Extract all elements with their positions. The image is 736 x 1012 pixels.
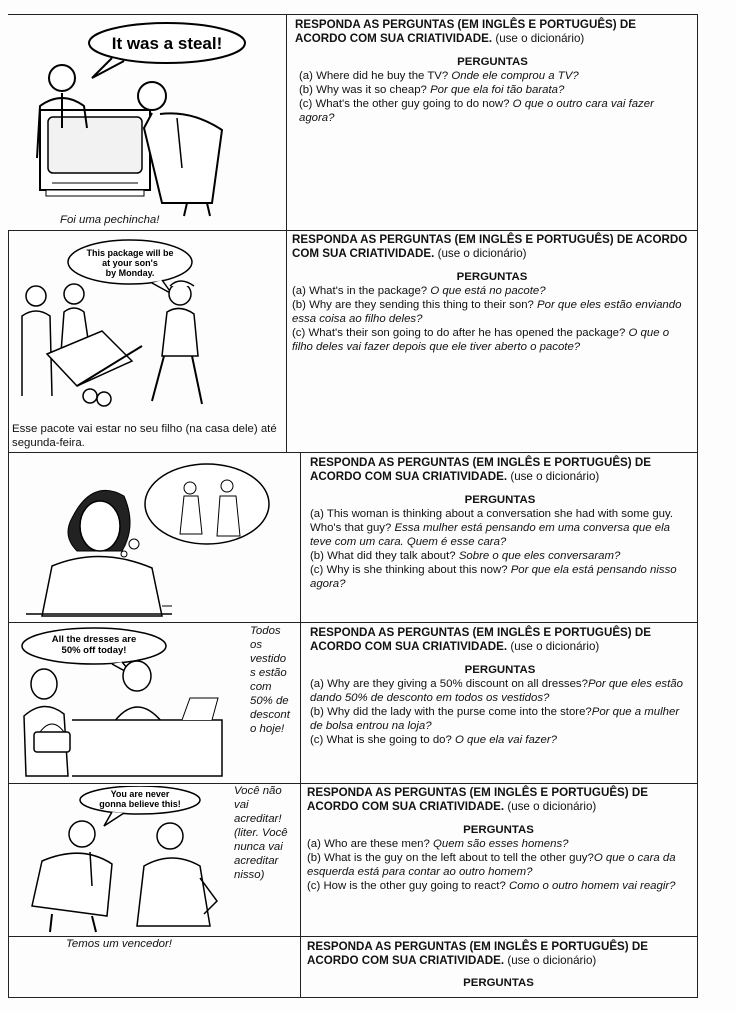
question-en: (a) Where did he buy the TV? <box>299 70 449 82</box>
instruction-text: RESPONDA AS PERGUNTAS (EM INGLÊS E PORTUGUÊS) DE ACORDO COM SUA CRIATIVIDADE. <box>310 626 651 653</box>
instruction-header <box>310 626 690 654</box>
question-en: (c) What's their son going to do after he has opened the package? <box>292 327 626 339</box>
instruction-text: RESPONDA AS PERGUNTAS (EM INGLÊS E PORTUGUÊS) DE ACORDO COM SUA CRIATIVIDADE. <box>292 233 688 260</box>
bubble-line-1: All the dresses are <box>51 634 137 645</box>
question-en: (c) What's the other guy going to do now? <box>299 98 510 110</box>
instruction-note: (use o dicionário) <box>507 800 597 813</box>
side-line: Você não <box>234 785 282 797</box>
instruction-note: (use o dicionário) <box>510 640 600 653</box>
side-line: (liter. Você <box>234 827 288 839</box>
question-block <box>310 456 690 591</box>
cartoon-package-delivery <box>12 236 282 416</box>
panel-caption: Foi uma pechincha! <box>60 214 160 226</box>
question-item <box>310 677 690 705</box>
question-en: (b) Why did the lady with the purse come into the store? <box>310 706 592 718</box>
question-en: (b) Why are they sending this thing to their son? <box>292 299 534 311</box>
cartoon-two-men-talking <box>12 786 230 934</box>
question-item <box>307 879 690 893</box>
question-pt: Por que ela foi tão barata? <box>430 84 565 96</box>
instruction-header <box>310 456 690 484</box>
perguntas-heading: PERGUNTAS <box>464 664 536 676</box>
side-line: os <box>250 639 263 651</box>
question-pt: Essa mulher está pensando em uma conversa que ela teve com um cara. Quem é esse cara? <box>310 522 670 548</box>
side-line: com <box>250 681 272 693</box>
bubble-line-2: 50% off today! <box>61 645 127 656</box>
instruction-note: (use o dicionário) <box>510 470 600 483</box>
question-block <box>310 626 690 747</box>
cartoon-thinking-woman <box>12 456 297 618</box>
instruction-header <box>307 786 690 814</box>
instruction-text: RESPONDA AS PERGUNTAS (EM INGLÊS E PORTUGUÊS) DE ACORDO COM SUA CRIATIVIDADE. <box>307 940 648 967</box>
column-divider <box>300 452 301 997</box>
question-item <box>292 326 692 354</box>
side-line: acreditar! <box>234 813 282 825</box>
row-divider <box>8 14 698 15</box>
cartoon-tv-sale <box>12 18 282 218</box>
instruction-header <box>295 18 690 46</box>
side-line: nisso) <box>234 869 265 881</box>
row-divider <box>8 452 698 453</box>
question-item <box>295 97 690 125</box>
side-line: vai <box>234 799 249 811</box>
question-en: (c) How is the other guy going to react? <box>307 880 506 892</box>
cartoon-dress-sale <box>12 626 246 778</box>
question-item <box>295 69 690 83</box>
right-border <box>697 14 698 997</box>
left-border <box>8 230 9 997</box>
question-item <box>292 284 692 298</box>
instruction-note: (use o dicionário) <box>507 954 597 967</box>
question-pt: Onde ele comprou a TV? <box>451 70 579 82</box>
question-block <box>307 786 690 893</box>
panel-caption: Temos um vencedor! <box>66 938 172 950</box>
question-en: (a) This woman is thinking about a conversation she had with some guy. Who's that guy? <box>310 508 674 534</box>
question-item <box>307 837 690 851</box>
question-block <box>307 940 690 990</box>
question-en: (a) What's in the package? <box>292 285 428 297</box>
instruction-text: RESPONDA AS PERGUNTAS (EM INGLÊS E PORTUGUÊS) DE ACORDO COM SUA CRIATIVIDADE. <box>310 456 651 483</box>
instruction-note: (use o dicionário) <box>437 247 527 260</box>
row-divider <box>8 783 698 784</box>
question-pt: Por que eles estão enviando essa coisa ao filho deles? <box>292 299 682 325</box>
bubble-line-2: at your son's <box>102 258 158 268</box>
side-line: o hoje! <box>250 723 285 735</box>
side-translation <box>234 784 298 882</box>
side-line: nunca vai <box>234 841 283 853</box>
question-pt: Por que a mulher de bolsa entrou na loja? <box>310 706 680 732</box>
bubble-line-1: You are never <box>110 789 170 799</box>
question-item <box>292 298 692 326</box>
question-pt: Quem são esses homens? <box>433 838 569 850</box>
side-translation <box>250 624 298 736</box>
question-item <box>310 507 690 549</box>
side-line: Todos <box>250 625 281 637</box>
side-line: vestido <box>250 653 287 665</box>
instruction-note: (use o dicionário) <box>495 32 585 45</box>
question-en: (c) Why is she thinking about this now? <box>310 564 508 576</box>
instruction-text: RESPONDA AS PERGUNTAS (EM INGLÊS E PORTUGUÊS) DE ACORDO COM SUA CRIATIVIDADE. <box>307 786 648 813</box>
question-en: (c) What is she going to do? <box>310 734 452 746</box>
question-en: (b) Why was it so cheap? <box>299 84 427 96</box>
question-pt: O que o outro cara vai fazer agora? <box>299 98 654 124</box>
question-pt: O que o filho deles vai fazer depois que ele tiver aberto o pacote? <box>292 327 670 353</box>
question-block <box>295 18 690 125</box>
row-divider <box>8 997 698 998</box>
instruction-header <box>292 233 692 261</box>
question-en: (b) What is the guy on the left about to tell the other guy? <box>307 852 594 864</box>
bubble-line-3: by Monday. <box>105 268 155 278</box>
question-item <box>295 83 690 97</box>
question-block <box>292 233 692 354</box>
question-pt: Como o outro homem vai reagir? <box>508 880 676 892</box>
side-line: 50% de <box>250 695 289 707</box>
row-divider <box>8 230 698 231</box>
row-divider <box>8 622 698 623</box>
perguntas-heading: PERGUNTAS <box>457 56 528 68</box>
side-line: acreditar <box>234 855 279 867</box>
column-divider <box>286 14 287 452</box>
bubble-line-2: gonna believe this! <box>99 799 181 809</box>
instruction-text: RESPONDA AS PERGUNTAS (EM INGLÊS E PORTUGUÊS) DE ACORDO COM SUA CRIATIVIDADE. <box>295 18 636 45</box>
question-pt: O que está no pacote? <box>430 285 546 297</box>
bubble-line-1: This package will be <box>86 248 174 258</box>
question-pt: O que o cara da esquerda está para contar ao outro homem? <box>307 852 676 878</box>
question-item <box>310 563 690 591</box>
perguntas-heading: PERGUNTAS <box>463 977 534 989</box>
perguntas-heading: PERGUNTAS <box>456 271 528 283</box>
instruction-header <box>307 940 690 968</box>
perguntas-heading: PERGUNTAS <box>463 824 534 836</box>
question-pt: Por que ela está pensando nisso agora? <box>310 564 677 590</box>
question-item <box>310 549 690 563</box>
perguntas-heading: PERGUNTAS <box>464 494 536 506</box>
question-pt: Sobre o que eles conversaram? <box>458 550 621 562</box>
question-item <box>307 851 690 879</box>
question-item <box>310 705 690 733</box>
speech-bubble-text: It was a steal! <box>111 34 223 53</box>
side-line: s estão <box>250 667 287 679</box>
question-en: (b) What did they talk about? <box>310 550 456 562</box>
question-pt: Por que eles estão dando 50% de desconto em todos os vestidos? <box>310 678 683 704</box>
panel-caption: Esse pacote vai estar no seu filho (na casa dele) até segunda-feira. <box>12 423 277 449</box>
question-en: (a) Who are these men? <box>307 838 430 850</box>
question-en: (a) Why are they giving a 50% discount on all dresses? <box>310 678 588 690</box>
question-pt: O que ela vai fazer? <box>455 734 557 746</box>
question-item <box>310 733 690 747</box>
side-line: descont <box>250 709 290 721</box>
